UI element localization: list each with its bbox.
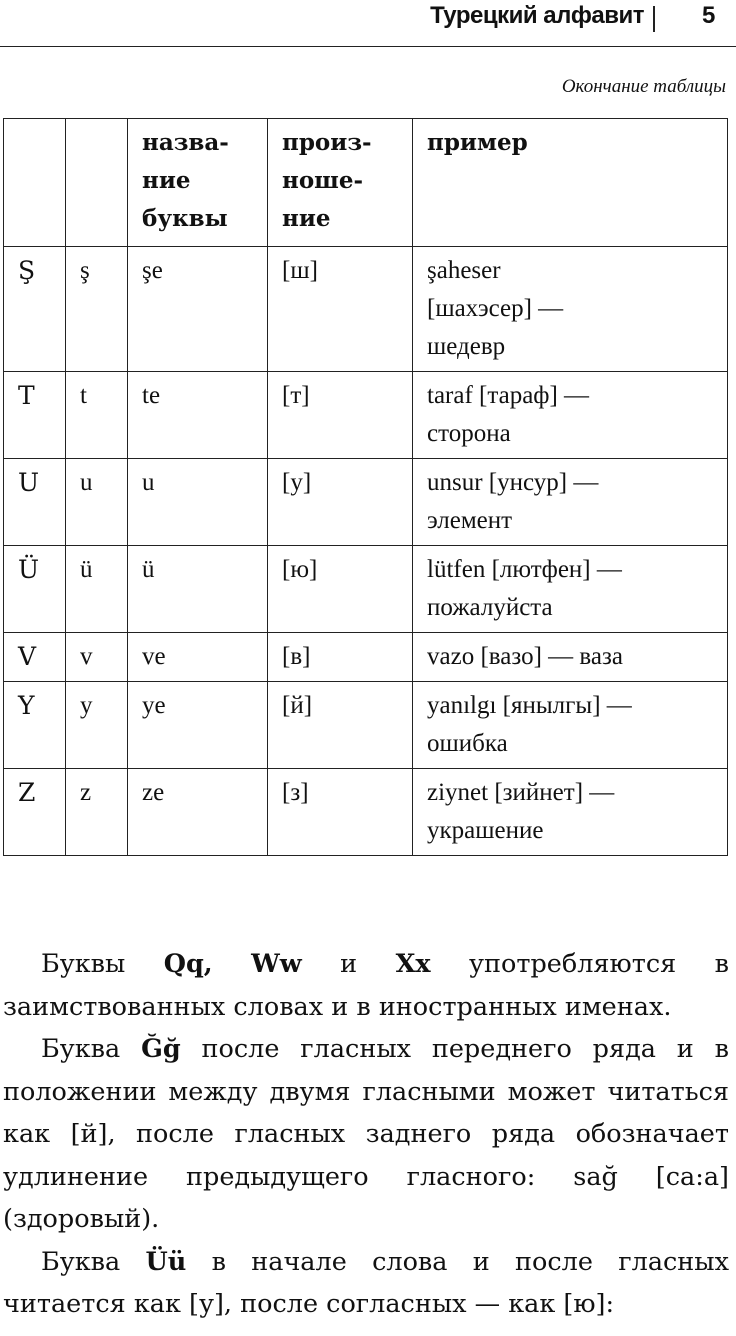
- letter-bold: Xx: [395, 949, 431, 979]
- column-header-0: [4, 119, 66, 247]
- text-run: [213, 949, 251, 979]
- text-run: в начале слова и после гласных читается как [у], после согласных — как [ю]:: [3, 1246, 729, 1319]
- paragraph-qwx: [3, 943, 729, 1028]
- pronunciation-cell: [й]: [268, 682, 413, 769]
- body-text: [3, 943, 729, 1326]
- text-run: Буква: [41, 1034, 142, 1064]
- example-cell: yanılgı [янылгы] — ошибка: [413, 682, 728, 769]
- text-run: после гласных переднего ряда и в положении между двумя гласными может читаться как [й], после гласных заднего ряда обозначает удлинение предыдущего гласного: sağ [са:а] (здоровый).: [3, 1034, 729, 1234]
- example-cell: taraf [тараф] — сторона: [413, 372, 728, 459]
- uppercase-letter-cell: Ş: [4, 247, 66, 372]
- lowercase-letter-cell: v: [66, 633, 128, 682]
- pronunciation-cell: [ю]: [268, 546, 413, 633]
- uppercase-letter-cell: Z: [4, 769, 66, 856]
- uppercase-letter-cell: Y: [4, 682, 66, 769]
- header-separator: [653, 6, 655, 32]
- example-cell: unsur [унсур] — элемент: [413, 459, 728, 546]
- pronunciation-cell: [з]: [268, 769, 413, 856]
- letter-name-cell: şe: [128, 247, 268, 372]
- column-header-4: пример: [413, 119, 728, 247]
- letter-bold: Ğğ: [141, 1034, 181, 1064]
- uppercase-letter-cell: Ü: [4, 546, 66, 633]
- letter-bold: Qq,: [163, 949, 213, 979]
- example-cell: ziynet [зийнет] — украшение: [413, 769, 728, 856]
- paragraph-u-umlaut: [3, 1241, 729, 1326]
- table-row: [4, 247, 728, 372]
- letter-name-cell: ze: [128, 769, 268, 856]
- letter-bold: Üü: [145, 1246, 187, 1277]
- example-cell: lütfen [лютфен] — пожалуйста: [413, 546, 728, 633]
- lowercase-letter-cell: y: [66, 682, 128, 769]
- table-row: [4, 546, 728, 633]
- letter-name-cell: u: [128, 459, 268, 546]
- table-continuation-note: Окончание таблицы: [561, 76, 726, 97]
- text-run: употребляются в заимствованных словах и в иностранных именах.: [3, 949, 729, 1022]
- lowercase-letter-cell: z: [66, 769, 128, 856]
- lowercase-letter-cell: ü: [66, 546, 128, 633]
- paragraph-g-breve: [3, 1028, 729, 1241]
- letter-name-cell: ye: [128, 682, 268, 769]
- table-row: [4, 633, 728, 682]
- text-run: Буква: [41, 1246, 146, 1277]
- table-row: [4, 372, 728, 459]
- table-body: [4, 247, 728, 856]
- column-header-2: назва- ние буквы: [128, 119, 268, 247]
- pronunciation-cell: [ш]: [268, 247, 413, 372]
- letter-name-cell: ü: [128, 546, 268, 633]
- text-run: Буквы: [41, 949, 164, 979]
- example-cell: şaheser [шахэсер] — шедевр: [413, 247, 728, 372]
- table-row: [4, 769, 728, 856]
- table-row: [4, 682, 728, 769]
- uppercase-letter-cell: V: [4, 633, 66, 682]
- alphabet-table: [3, 118, 728, 856]
- table-header-row: [4, 119, 728, 247]
- uppercase-letter-cell: T: [4, 372, 66, 459]
- lowercase-letter-cell: u: [66, 459, 128, 546]
- column-header-3: произ- ноше- ние: [268, 119, 413, 247]
- pronunciation-cell: [т]: [268, 372, 413, 459]
- column-header-1: [66, 119, 128, 247]
- running-header: [0, 0, 736, 47]
- letter-name-cell: te: [128, 372, 268, 459]
- text-run: и: [301, 949, 396, 979]
- lowercase-letter-cell: t: [66, 372, 128, 459]
- example-cell: vazo [вазо] — ваза: [413, 633, 728, 682]
- table-row: [4, 459, 728, 546]
- uppercase-letter-cell: U: [4, 459, 66, 546]
- page-number: 5: [702, 2, 716, 29]
- letter-bold: Ww: [251, 949, 302, 979]
- running-title: Турецкий алфавит: [430, 2, 644, 29]
- letter-name-cell: ve: [128, 633, 268, 682]
- lowercase-letter-cell: ş: [66, 247, 128, 372]
- pronunciation-cell: [в]: [268, 633, 413, 682]
- pronunciation-cell: [у]: [268, 459, 413, 546]
